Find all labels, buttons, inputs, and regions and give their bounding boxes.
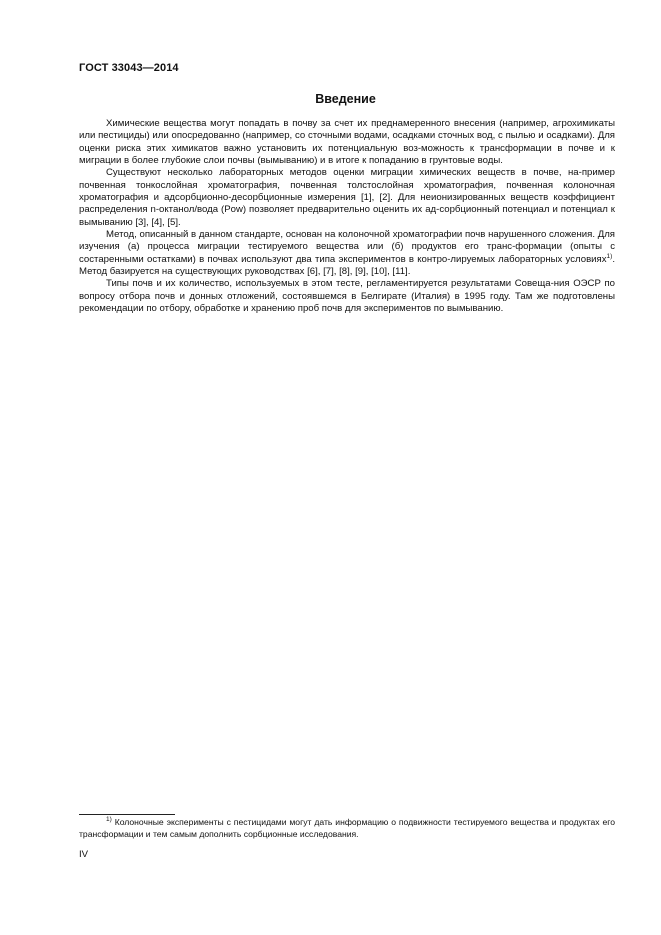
footnote-text: Колоночные эксперименты с пестицидами могут дать информацию о подвижности тестируемого вещества и продуктах его трансформации и тем самым дополнить сорбционные исследования. — [79, 817, 615, 839]
section-title: Введение — [315, 92, 376, 106]
introduction-body — [79, 118, 615, 316]
document-code: ГОСТ 33043—2014 — [79, 62, 179, 74]
paragraph-3-text: Метод, описанный в данном стандарте, основан на колоночной хроматографии почв нарушенного сложения. Для изучения (а) процесса миграции тестируемого вещества или (б) продуктов его транс-формации (опыты с состаренными остатками) в почвах используют два типа экспериментов в контро-лируемых лабораторных условиях — [79, 229, 615, 265]
paragraph-2: Существуют несколько лабораторных методов оценки миграции химических веществ в почве, на-пример почвенная тонкослойная хроматография, почвенная толстослойная хроматография, почвенная колоночная хроматография и адсорбционно-десорбционные измерения [1], [2]. Для неионизированных веществ коэффициент распределения n-октанол/вода (Pow) позволяет предварительно оценить их ад-сорбционный потенциал и потенциал к вымыванию [3], [4], [5]. — [79, 167, 615, 228]
paragraph-1: Химические вещества могут попадать в почву за счет их преднамеренного внесения (например, агрохимикаты или пестициды) или опосредованно (например, со сточными водами, осадками сточных вод, с пылью и осадками). Для оценки риска этих химикатов важно установить их потенциальную воз-можность к трансформации в почве и к миграции в более глубокие слои почвы (вымыванию) и в итоге к попаданию в грунтовые воды. — [79, 118, 615, 167]
page-number: IV — [79, 849, 89, 860]
footnote-marker: 1) — [106, 816, 112, 824]
footnote-reference[interactable]: 1) — [606, 252, 613, 260]
paragraph-3 — [79, 229, 615, 278]
paragraph-4: Типы почв и их количество, используемых в этом тесте, регламентируется результатами Совеща-ния ОЭСР по вопросу отбора почв и донных отложений, состоявшемся в Белгирате (Италия) в 1995 году. Там же подготовлены рекомендации по отбору, обработке и хранению проб почв для экспериментов по вымыванию. — [79, 278, 615, 315]
footnote — [79, 817, 615, 841]
paragraph-3-text-end: . Метод базируется на существующих руководствах [6], [7], [8], [9], [10], [11]. — [79, 253, 615, 278]
footnote-divider — [79, 814, 175, 815]
